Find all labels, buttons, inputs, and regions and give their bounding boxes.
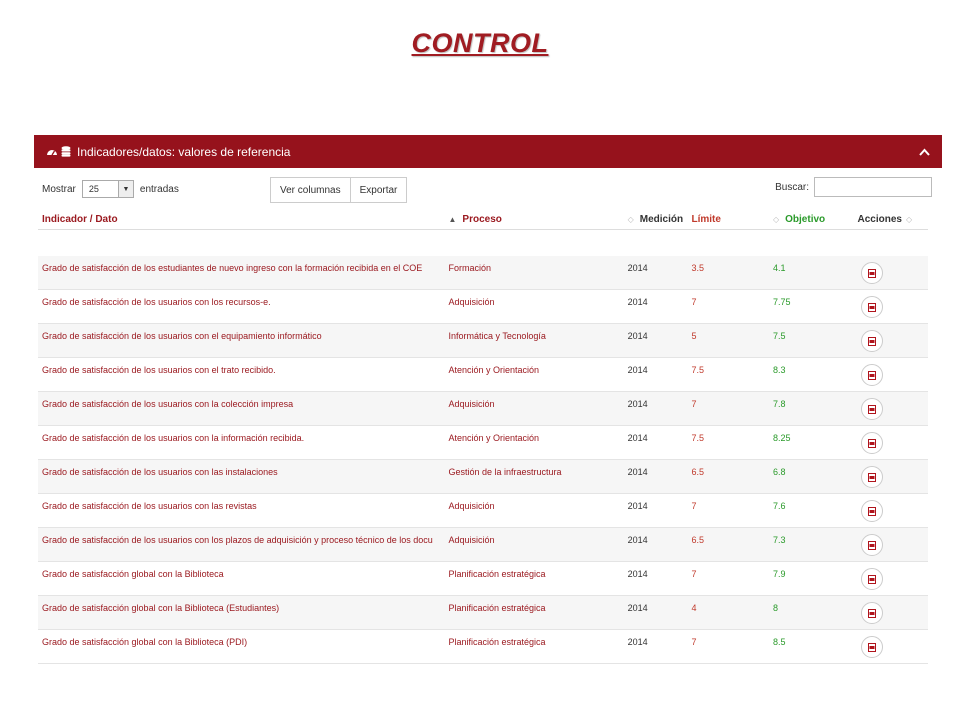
table-row	[38, 324, 928, 358]
table-row	[38, 460, 928, 494]
pdf-icon	[868, 541, 876, 550]
actions-cell	[854, 494, 929, 528]
actions-cell	[854, 630, 929, 664]
limit-value: 7.5	[687, 426, 769, 460]
column-indicator[interactable]: Indicador / Dato	[38, 209, 445, 230]
pdf-report-button[interactable]	[861, 500, 883, 522]
search-label: Buscar:	[775, 181, 809, 193]
indicator-link[interactable]: Grado de satisfacción de los usuarios con los plazos de adquisición y proceso técnico de los docu	[38, 528, 445, 562]
objective-value: 7.6	[769, 494, 854, 528]
table-header-row	[38, 209, 928, 230]
limit-value: 7.5	[687, 358, 769, 392]
sort-icon: ◇	[627, 214, 634, 224]
limit-value: 4	[687, 596, 769, 630]
table-row	[38, 494, 928, 528]
indicators-table	[38, 209, 928, 664]
table-row	[38, 630, 928, 664]
pdf-icon	[868, 643, 876, 652]
table-buttons	[270, 177, 407, 203]
indicator-link[interactable]: Grado de satisfacción de los usuarios con la información recibida.	[38, 426, 445, 460]
actions-cell	[854, 358, 929, 392]
process-link[interactable]: Formación	[445, 256, 624, 290]
objective-value: 4.1	[769, 256, 854, 290]
table-row	[38, 392, 928, 426]
table-row	[38, 256, 928, 290]
limit-value: 7	[687, 290, 769, 324]
indicator-link[interactable]: Grado de satisfacción global con la Biblioteca	[38, 562, 445, 596]
limit-value: 7	[687, 392, 769, 426]
measurement-year: 2014	[624, 460, 688, 494]
pdf-icon	[868, 439, 876, 448]
measurement-year: 2014	[624, 392, 688, 426]
process-link[interactable]: Informática y Tecnología	[445, 324, 624, 358]
pdf-icon	[868, 473, 876, 482]
columns-button[interactable]: Ver columnas	[270, 177, 351, 203]
measurement-year: 2014	[624, 290, 688, 324]
panel-title: Indicadores/datos: valores de referencia	[77, 144, 291, 159]
process-link[interactable]: Atención y Orientación	[445, 358, 624, 392]
table-row	[38, 358, 928, 392]
objective-value: 8.3	[769, 358, 854, 392]
table-row	[38, 290, 928, 324]
process-link[interactable]: Adquisición	[445, 528, 624, 562]
objective-value: 7.75	[769, 290, 854, 324]
search-input[interactable]	[814, 177, 932, 197]
measurement-year: 2014	[624, 358, 688, 392]
actions-cell	[854, 426, 929, 460]
limit-value: 7	[687, 494, 769, 528]
indicator-link[interactable]: Grado de satisfacción de los usuarios con la colección impresa	[38, 392, 445, 426]
process-link[interactable]: Planificación estratégica	[445, 562, 624, 596]
process-link[interactable]: Atención y Orientación	[445, 426, 624, 460]
objective-value: 8	[769, 596, 854, 630]
table-row	[38, 562, 928, 596]
sort-asc-icon: ▲	[448, 214, 457, 224]
objective-value: 7.9	[769, 562, 854, 596]
table-controls	[34, 168, 942, 202]
pdf-icon	[868, 303, 876, 312]
measurement-year: 2014	[624, 256, 688, 290]
table-row	[38, 596, 928, 630]
limit-value: 5	[687, 324, 769, 358]
pdf-icon	[868, 269, 876, 278]
export-button[interactable]: Exportar	[351, 177, 408, 203]
chevron-up-icon[interactable]	[919, 148, 930, 156]
pdf-report-button[interactable]	[861, 636, 883, 658]
measurement-year: 2014	[624, 426, 688, 460]
database-icon	[61, 146, 71, 157]
page-size-select[interactable]	[82, 180, 134, 198]
objective-value: 7.3	[769, 528, 854, 562]
measurement-year: 2014	[624, 630, 688, 664]
actions-cell	[854, 256, 929, 290]
table-row	[38, 426, 928, 460]
column-actions[interactable]: Acciones ◇	[854, 209, 929, 230]
table-row	[38, 528, 928, 562]
actions-cell	[854, 562, 929, 596]
pdf-icon	[868, 337, 876, 346]
entries-label: entradas	[139, 183, 179, 195]
indicator-link[interactable]: Grado de satisfacción de los usuarios con el equipamiento informático	[38, 324, 445, 358]
column-measurement[interactable]: ◇ Medición	[624, 209, 688, 230]
indicator-link[interactable]: Grado de satisfacción de los usuarios con el trato recibido.	[38, 358, 445, 392]
actions-cell	[854, 290, 929, 324]
pdf-icon	[868, 371, 876, 380]
actions-cell	[854, 392, 929, 426]
pdf-icon	[868, 507, 876, 516]
objective-value: 7.8	[769, 392, 854, 426]
indicator-link[interactable]: Grado de satisfacción global con la Biblioteca (Estudiantes)	[38, 596, 445, 630]
indicator-link[interactable]: Grado de satisfacción de los usuarios con los recursos-e.	[38, 290, 445, 324]
pdf-icon	[868, 405, 876, 414]
search-box	[775, 177, 932, 197]
limit-value: 6.5	[687, 460, 769, 494]
objective-value: 7.5	[769, 324, 854, 358]
indicator-link[interactable]: Grado de satisfacción de los estudiantes de nuevo ingreso con la formación recibida en el COE	[38, 256, 445, 290]
dashboard-icon	[46, 146, 58, 157]
column-limit[interactable]: Límite	[687, 209, 769, 230]
measurement-year: 2014	[624, 596, 688, 630]
pdf-report-button[interactable]	[861, 534, 883, 556]
pdf-icon	[868, 575, 876, 584]
pdf-report-button[interactable]	[861, 364, 883, 386]
measurement-year: 2014	[624, 494, 688, 528]
indicator-link[interactable]: Grado de satisfacción global con la Biblioteca (PDI)	[38, 630, 445, 664]
panel-header	[34, 135, 942, 168]
page-size-value: 25	[88, 184, 99, 194]
process-link[interactable]: Adquisición	[445, 494, 624, 528]
limit-value: 3.5	[687, 256, 769, 290]
indicators-panel	[34, 135, 942, 647]
column-process[interactable]: ▲ Proceso	[445, 209, 624, 230]
measurement-year: 2014	[624, 528, 688, 562]
process-link[interactable]: Planificación estratégica	[445, 596, 624, 630]
actions-cell	[854, 460, 929, 494]
sort-icon: ◇	[772, 214, 780, 224]
column-objective[interactable]: ◇ Objetivo	[769, 209, 854, 230]
objective-value: 8.5	[769, 630, 854, 664]
measurement-year: 2014	[624, 324, 688, 358]
pdf-report-button[interactable]	[861, 330, 883, 352]
slide-title: CONTROL	[411, 28, 549, 58]
actions-cell	[854, 324, 929, 358]
process-link[interactable]: Adquisición	[445, 392, 624, 426]
sort-icon: ◇	[905, 214, 913, 224]
pdf-report-button[interactable]	[861, 466, 883, 488]
indicator-link[interactable]: Grado de satisfacción de los usuarios con las instalaciones	[38, 460, 445, 494]
caret-down-icon: ▼	[118, 181, 133, 197]
show-label: Mostrar	[42, 183, 76, 195]
pdf-report-button[interactable]	[861, 432, 883, 454]
actions-cell	[854, 528, 929, 562]
process-link[interactable]: Planificación estratégica	[445, 630, 624, 664]
actions-cell	[854, 596, 929, 630]
pdf-report-button[interactable]	[861, 602, 883, 624]
objective-value: 6.8	[769, 460, 854, 494]
process-link[interactable]: Gestión de la infraestructura	[445, 460, 624, 494]
pdf-report-button[interactable]	[861, 568, 883, 590]
limit-value: 6.5	[687, 528, 769, 562]
limit-value: 7	[687, 630, 769, 664]
pdf-report-button[interactable]	[861, 262, 883, 284]
objective-value: 8.25	[769, 426, 854, 460]
process-link[interactable]: Adquisición	[445, 290, 624, 324]
pdf-icon	[868, 609, 876, 618]
pdf-report-button[interactable]	[861, 296, 883, 318]
pdf-report-button[interactable]	[861, 398, 883, 420]
page-length	[42, 180, 179, 198]
indicator-link[interactable]: Grado de satisfacción de los usuarios con las revistas	[38, 494, 445, 528]
limit-value: 7	[687, 562, 769, 596]
measurement-year: 2014	[624, 562, 688, 596]
